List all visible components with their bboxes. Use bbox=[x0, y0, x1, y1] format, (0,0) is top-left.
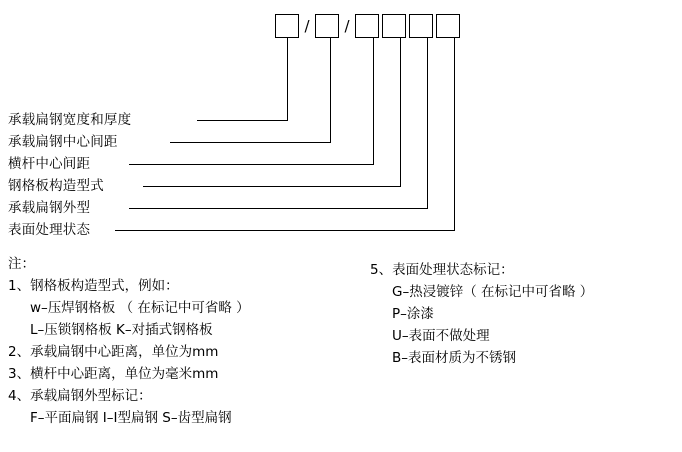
note-item-4a: F–平面扁钢 I–I型扁钢 S–齿型扁钢 bbox=[30, 410, 232, 426]
code-separator-1: / bbox=[304, 17, 310, 35]
label-bearing-bar-width-thickness: 承载扁钢宽度和厚度 bbox=[8, 112, 132, 128]
note-item-2: 2、承载扁钢中心距离，单位为mm bbox=[8, 344, 219, 360]
code-box-2 bbox=[315, 14, 339, 38]
code-box-3 bbox=[355, 14, 379, 38]
code-box-1 bbox=[275, 14, 299, 38]
leader-hline-6 bbox=[115, 230, 455, 231]
note-item-5a: G–热浸镀锌（ 在标记中可省略 ） bbox=[392, 284, 594, 300]
leader-hline-2 bbox=[170, 142, 331, 143]
code-separator-2: / bbox=[344, 17, 350, 35]
note-item-5: 5、表面处理状态标记： bbox=[370, 262, 514, 278]
note-item-1: 1、钢格板构造型式，例如： bbox=[8, 278, 179, 294]
code-box-5 bbox=[409, 14, 433, 38]
leader-vline-6 bbox=[454, 38, 455, 230]
label-surface-treatment: 表面处理状态 bbox=[8, 222, 91, 238]
code-box-4 bbox=[382, 14, 406, 38]
leader-vline-5 bbox=[427, 38, 428, 208]
note-item-1a: w–压焊钢格板 （ 在标记中可省略 ） bbox=[30, 300, 250, 316]
leader-vline-2 bbox=[330, 38, 331, 142]
note-item-5d: B–表面材质为不锈钢 bbox=[392, 350, 517, 366]
note-item-1b: L–压锁钢格板 K–对插式钢格板 bbox=[30, 322, 213, 338]
leader-vline-4 bbox=[400, 38, 401, 186]
note-item-4: 4、承载扁钢外型标记： bbox=[8, 388, 152, 404]
note-item-3: 3、横杆中心距离，单位为毫米mm bbox=[8, 366, 219, 382]
note-item-5c: U–表面不做处理 bbox=[392, 328, 490, 344]
code-boxes-row bbox=[275, 14, 460, 38]
leader-hline-3 bbox=[129, 164, 374, 165]
leader-hline-5 bbox=[129, 208, 428, 209]
notes-heading: 注： bbox=[8, 256, 35, 272]
label-bearing-bar-spacing: 承载扁钢中心间距 bbox=[8, 134, 118, 150]
leader-vline-1 bbox=[287, 38, 288, 120]
label-grating-construction-type: 钢格板构造型式 bbox=[8, 178, 104, 194]
leader-vline-3 bbox=[373, 38, 374, 164]
note-item-5b: P–涂漆 bbox=[392, 306, 434, 322]
leader-hline-1 bbox=[197, 120, 288, 121]
label-cross-bar-spacing: 横杆中心间距 bbox=[8, 156, 91, 172]
code-box-6 bbox=[436, 14, 460, 38]
leader-hline-4 bbox=[143, 186, 401, 187]
label-bearing-bar-shape: 承载扁钢外型 bbox=[8, 200, 91, 216]
